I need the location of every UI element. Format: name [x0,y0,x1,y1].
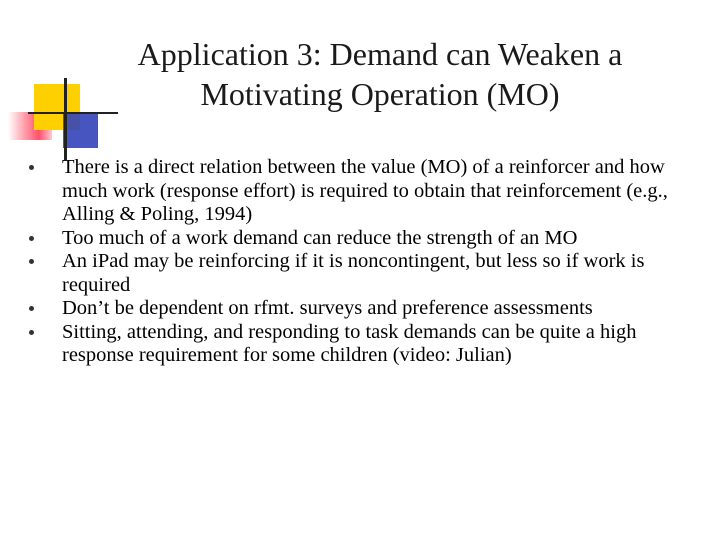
bullet-text: An iPad may be reinforcing if it is noncontingent, but less so if work is required [62,250,645,296]
bullet-list [0,156,720,368]
bullet-dot-icon [29,165,34,170]
bullet-text: Sitting, attending, and responding to task demands can be quite a high response requirement for some children (video: Julian) [62,320,637,366]
bullet-item [0,156,720,227]
slide-title-line-1: Application 3: Demand can Weaken a [137,36,623,72]
bullet-item [0,227,720,251]
bullet-item [0,321,720,368]
bullet-item [0,250,720,297]
bullet-dot-icon [29,330,34,335]
bullet-text: Too much of a work demand can reduce the strength of an MO [62,226,578,249]
slide-title-line-2: Motivating Operation (MO) [200,76,560,112]
bullet-dot-icon [29,259,34,264]
bullet-item [0,297,720,321]
bullet-dot-icon [29,306,34,311]
slide-title [80,34,680,114]
bullet-text: There is a direct relation between the value (MO) of a reinforcer and how much work (response effort) is required to obtain that reinforcement (e.g., Alling & Poling, 1994) [62,156,668,225]
decorative-blue-square [63,113,98,148]
decorative-vertical-line [64,78,67,160]
bullet-text: Don’t be dependent on rfmt. surveys and preference assessments [62,297,593,319]
bullet-dot-icon [29,236,34,241]
